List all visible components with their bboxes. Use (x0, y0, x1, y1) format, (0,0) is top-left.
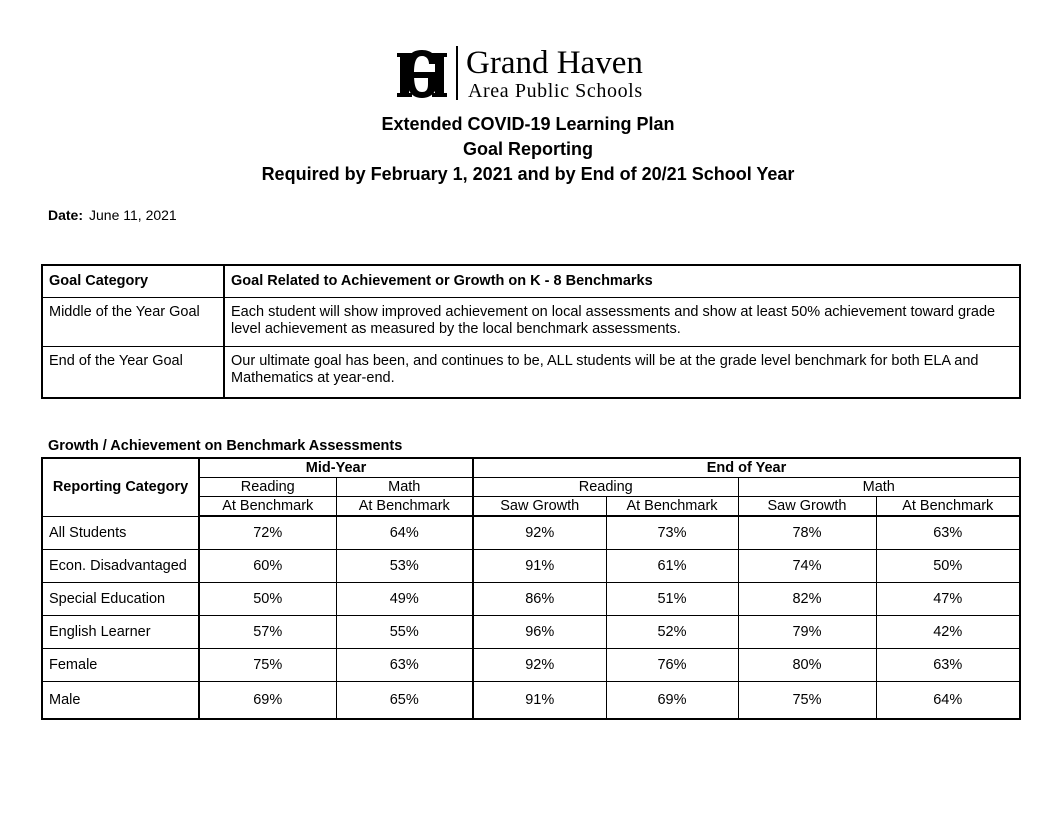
table-cell: 49% (336, 583, 473, 616)
reporting-category-header: Reporting Category (42, 458, 199, 516)
measure-header: At Benchmark (606, 497, 738, 517)
row-category: Special Education (42, 583, 199, 616)
goal-description: Our ultimate goal has been, and continues to be, ALL students will be at the grade level benchmark for both ELA and Mathematics at year-end. (224, 347, 1020, 399)
measure-header: At Benchmark (199, 497, 336, 517)
table-cell: 47% (876, 583, 1020, 616)
report-date (48, 207, 177, 223)
table-cell: 50% (876, 550, 1020, 583)
table-cell: 91% (473, 550, 606, 583)
page-subtitle: Goal Reporting (463, 139, 593, 159)
table-cell: 65% (336, 682, 473, 720)
table-row (42, 516, 1020, 550)
table-cell: 91% (473, 682, 606, 720)
page-title: Extended COVID-19 Learning Plan (381, 114, 675, 134)
goal-table (41, 264, 1021, 399)
table-cell: 69% (199, 682, 336, 720)
table-cell: 64% (876, 682, 1020, 720)
table-cell: 75% (738, 682, 876, 720)
measure-header: Saw Growth (738, 497, 876, 517)
benchmark-section-title: Growth / Achievement on Benchmark Assessments (48, 438, 403, 454)
measure-header: At Benchmark (336, 497, 473, 517)
row-category: English Learner (42, 616, 199, 649)
table-cell: 82% (738, 583, 876, 616)
table-cell: 60% (199, 550, 336, 583)
table-row (42, 649, 1020, 682)
table-cell: 63% (336, 649, 473, 682)
table-cell: 96% (473, 616, 606, 649)
benchmark-group-header-row (42, 458, 1020, 478)
logo-subname: Area Public Schools (468, 80, 643, 102)
goal-description-header: Goal Related to Achievement or Growth on K - 8 Benchmarks (224, 265, 1020, 298)
table-cell: 92% (473, 649, 606, 682)
row-category: Female (42, 649, 199, 682)
table-cell: 86% (473, 583, 606, 616)
table-cell: 72% (199, 516, 336, 550)
row-category: Male (42, 682, 199, 720)
table-cell: 51% (606, 583, 738, 616)
table-cell: 69% (606, 682, 738, 720)
mid-year-header: Mid-Year (199, 458, 473, 478)
table-cell: 80% (738, 649, 876, 682)
table-cell: 73% (606, 516, 738, 550)
table-cell: 63% (876, 516, 1020, 550)
mid-year-reading-header: Reading (199, 478, 336, 497)
deadline-heading: Required by February 1, 2021 and by End of 20/21 School Year (261, 164, 795, 184)
table-row (42, 616, 1020, 649)
end-of-year-header: End of Year (473, 458, 1020, 478)
table-row (42, 583, 1020, 616)
logo-divider (456, 46, 458, 100)
goal-category: End of the Year Goal (42, 347, 224, 399)
table-cell: 42% (876, 616, 1020, 649)
table-cell: 53% (336, 550, 473, 583)
table-cell: 55% (336, 616, 473, 649)
table-cell: 76% (606, 649, 738, 682)
table-row (42, 682, 1020, 720)
mid-year-math-header: Math (336, 478, 473, 497)
table-cell: 63% (876, 649, 1020, 682)
table-cell: 74% (738, 550, 876, 583)
table-cell: 61% (606, 550, 738, 583)
table-row (42, 550, 1020, 583)
row-category: Econ. Disadvantaged (42, 550, 199, 583)
table-row (42, 347, 1020, 399)
goal-category-header: Goal Category (42, 265, 224, 298)
logo-name: Grand Haven (466, 45, 643, 81)
table-cell: 75% (199, 649, 336, 682)
goal-table-header (42, 265, 1020, 298)
gh-monogram-icon (396, 48, 448, 100)
goal-description: Each student will show improved achievement on local assessments and show at least 50% achievement toward grade level achievement as measured by the local benchmark assessments. (224, 298, 1020, 347)
table-cell: 78% (738, 516, 876, 550)
end-year-math-header: Math (738, 478, 1020, 497)
table-cell: 92% (473, 516, 606, 550)
table-row (42, 298, 1020, 347)
measure-header: At Benchmark (876, 497, 1020, 517)
benchmark-table (41, 457, 1021, 720)
measure-header: Saw Growth (473, 497, 606, 517)
date-label: Date: (48, 207, 84, 223)
table-cell: 79% (738, 616, 876, 649)
row-category: All Students (42, 516, 199, 550)
table-cell: 57% (199, 616, 336, 649)
table-cell: 52% (606, 616, 738, 649)
date-value: June 11, 2021 (89, 207, 177, 223)
end-year-reading-header: Reading (473, 478, 738, 497)
table-cell: 50% (199, 583, 336, 616)
table-cell: 64% (336, 516, 473, 550)
goal-category: Middle of the Year Goal (42, 298, 224, 347)
